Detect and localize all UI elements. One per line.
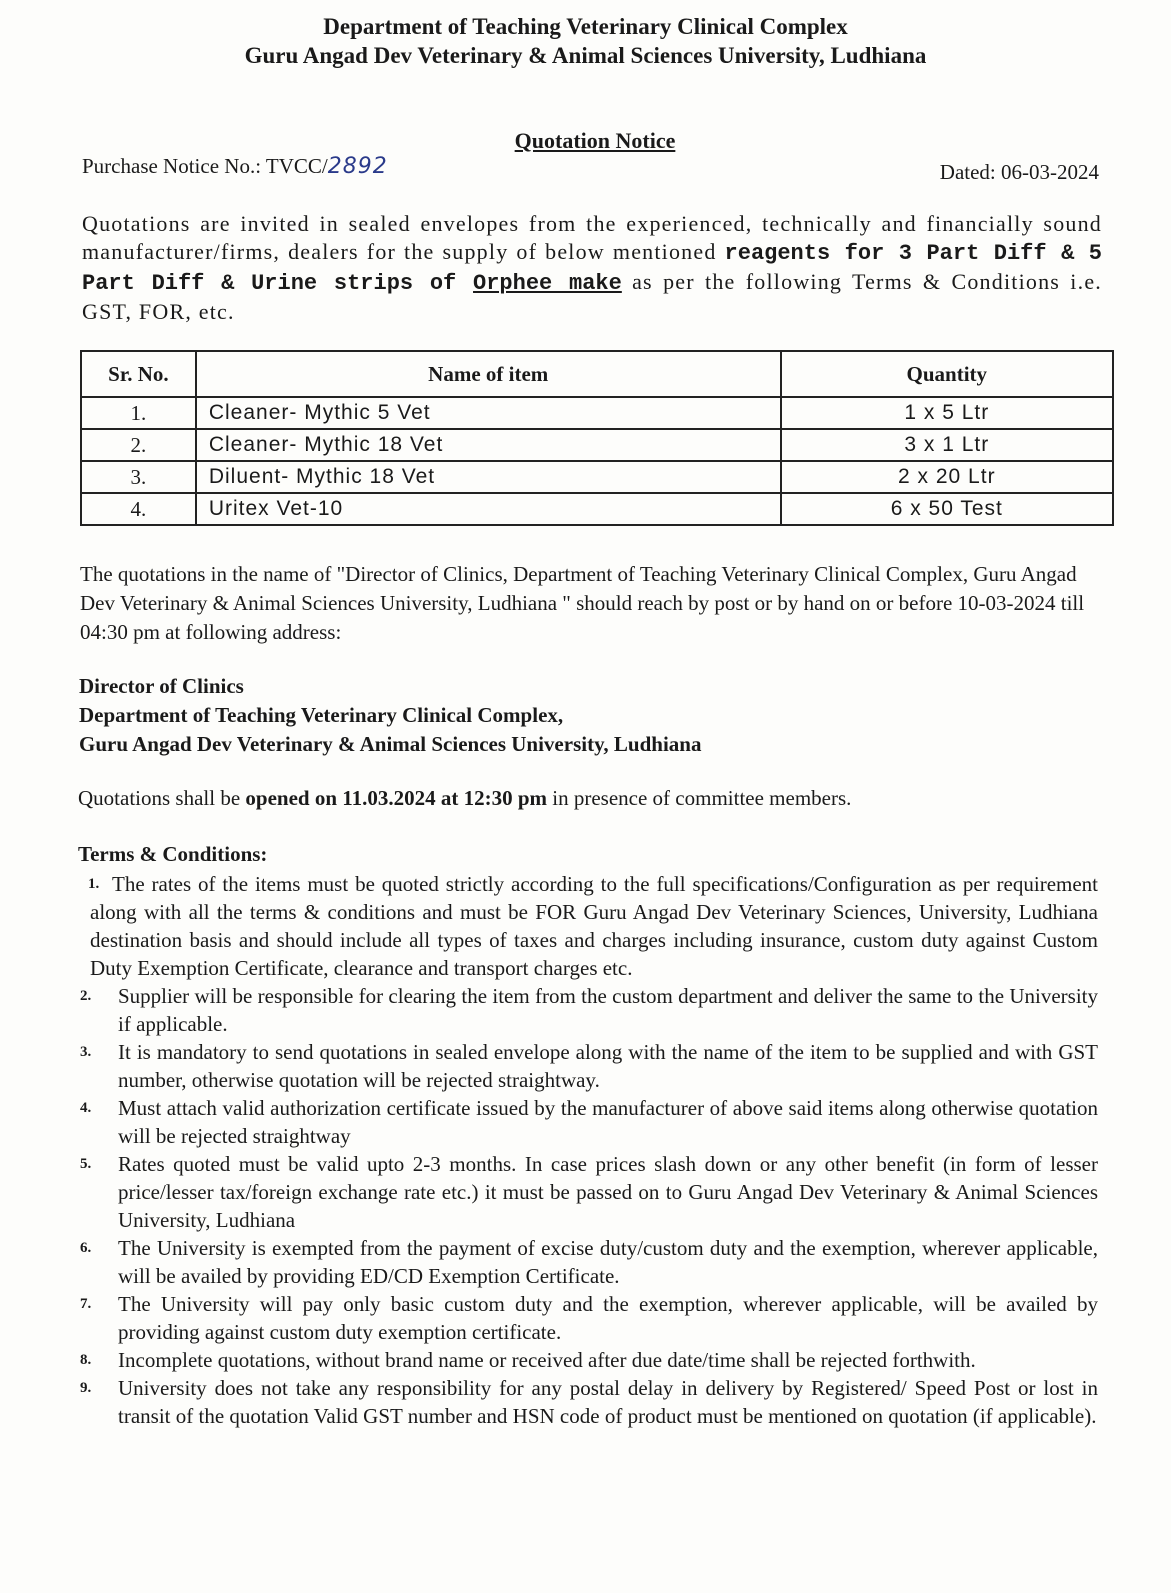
item-name-cell: Cleaner- Mythic 5 Vet [196, 397, 781, 429]
term-text: It is mandatory to send quotations in sealed envelope along with the name of the item to be supplied and with GST number, otherwise quotation will be rejected straightway. [118, 1040, 1098, 1092]
opening-text: Quotations shall be [78, 786, 246, 810]
opening-date-time: opened on 11.03.2024 at 12:30 pm [245, 786, 548, 810]
term-text: Rates quoted must be valid upto 2-3 months. In case prices slash down or any other benefit (in form of lesser price/lesser tax/foreign exchange rate etc.) it must be passed on to Guru Angad Dev Veterinary & Animal Sciences University, Ludhiana [118, 1152, 1098, 1232]
term-item [80, 1094, 1098, 1150]
term-text: The University will pay only basic custom duty and the exemption, wherever applicable, will be availed by providing against custom duty exemption certificate. [118, 1292, 1098, 1344]
term-item [80, 1290, 1098, 1346]
intro-text: Quotations are invited in sealed envelopes from the experienced, technically and financially sound manufacturer/firms, dealers for the supply of below mentioned [82, 211, 1102, 264]
submission-paragraph: The quotations in the name of "Director of Clinics, Department of Teaching Veterinary Clinical Complex, Guru Angad Dev Veterinary & Animal Sciences University, Ludhiana " should reach by post or by hand on or before 10-03-2024 till 04:30 pm at following address: [80, 562, 1085, 644]
term-number: 1. [88, 876, 100, 892]
address-line: Director of Clinics [79, 674, 244, 698]
intro-bold-text: reagents for 3 Part Diff & 5 Part Diff & Urine strips of [82, 241, 1102, 296]
term-item [80, 1234, 1098, 1290]
university-name: Guru Angad Dev Veterinary & Animal Sciences University, Ludhiana [244, 43, 927, 68]
address-line: Department of Teaching Veterinary Clinical Complex, [79, 703, 564, 727]
term-text: Must attach valid authorization certificate issued by the manufacturer of above said items along otherwise quotation will be rejected straightway [118, 1096, 1098, 1148]
page-title: Quotation Notice [514, 128, 676, 153]
item-name-cell: Diluent- Mythic 18 Vet [196, 461, 781, 493]
purchase-notice-number [82, 154, 388, 179]
table-row [81, 429, 1113, 461]
sr-no-cell: 2. [81, 429, 196, 461]
sr-no-cell: 4. [81, 493, 196, 525]
notice-date: Dated: 06-03-2024 [939, 160, 1099, 184]
term-number: 7. [80, 1296, 92, 1312]
terms-heading: Terms & Conditions: [78, 842, 268, 866]
term-number: 8. [80, 1352, 92, 1368]
term-text: Incomplete quotations, without brand name or received after due date/time shall be rejected forthwith. [118, 1348, 976, 1372]
term-item [80, 1038, 1098, 1094]
term-number: 3. [80, 1044, 92, 1060]
terms-list [80, 870, 1098, 1430]
quantity-cell: 2 x 20 Ltr [781, 461, 1113, 493]
term-number: 2. [80, 988, 92, 1004]
opening-text-end: in presence of committee members. [547, 786, 852, 810]
letterhead [0, 12, 1171, 70]
term-number: 9. [80, 1380, 92, 1396]
term-number: 4. [80, 1100, 92, 1116]
table-row [81, 397, 1113, 429]
term-text: Supplier will be responsible for clearing the item from the custom department and deliver the same to the University if applicable. [118, 984, 1098, 1036]
term-item [80, 1150, 1098, 1234]
intro-paragraph [82, 210, 1102, 326]
make-name: Orphee make [473, 271, 622, 296]
handwritten-notice-number: 2892 [327, 154, 388, 179]
table-header-row [81, 351, 1113, 397]
quantity-cell: 3 x 1 Ltr [781, 429, 1113, 461]
term-text: The rates of the items must be quoted strictly according to the full specifications/Configuration as per requirement along with all the terms & conditions and must be FOR Guru Angad Dev Veterinary Sciences, University, Ludhiana destination basis and should include all types of taxes and charges including insurance, custom duty against Custom Duty Exemption Certificate, clearance and transport charges etc. [90, 872, 1098, 980]
sr-no-cell: 3. [81, 461, 196, 493]
address-line: Guru Angad Dev Veterinary & Animal Sciences University, Ludhiana [79, 732, 702, 756]
term-item [80, 1346, 1098, 1374]
term-item [80, 870, 1098, 982]
table-row [81, 493, 1113, 525]
purchase-notice-label: Purchase Notice No.: TVCC/ [82, 154, 328, 178]
term-number: 6. [80, 1240, 92, 1256]
intro-text-end: as per the following Terms & Conditions i.e. GST, FOR, etc. [82, 269, 1102, 324]
column-header-quantity: Quantity [781, 351, 1113, 397]
opening-statement [78, 786, 851, 811]
term-item [80, 982, 1098, 1038]
item-name-cell: Uritex Vet-10 [196, 493, 781, 525]
quantity-cell: 6 x 50 Test [781, 493, 1113, 525]
sr-no-cell: 1. [81, 397, 196, 429]
quantity-cell: 1 x 5 Ltr [781, 397, 1113, 429]
term-text: The University is exempted from the payment of excise duty/custom duty and the exemption, wherever applicable, will be availed by providing ED/CD Exemption Certificate. [118, 1236, 1098, 1288]
table-row [81, 461, 1113, 493]
submission-address [79, 672, 701, 759]
term-item [80, 1374, 1098, 1430]
term-text: University does not take any responsibility for any postal delay in delivery by Registered/ Speed Post or lost in transit of the quotation Valid GST number and HSN code of product must be mentioned on quotation (if applicable). [118, 1376, 1098, 1428]
items-table [80, 350, 1114, 526]
department-name: Department of Teaching Veterinary Clinical Complex [323, 14, 848, 39]
term-number: 5. [80, 1156, 92, 1172]
column-header-sr-no: Sr. No. [81, 351, 196, 397]
column-header-item-name: Name of item [196, 351, 781, 397]
item-name-cell: Cleaner- Mythic 18 Vet [196, 429, 781, 461]
